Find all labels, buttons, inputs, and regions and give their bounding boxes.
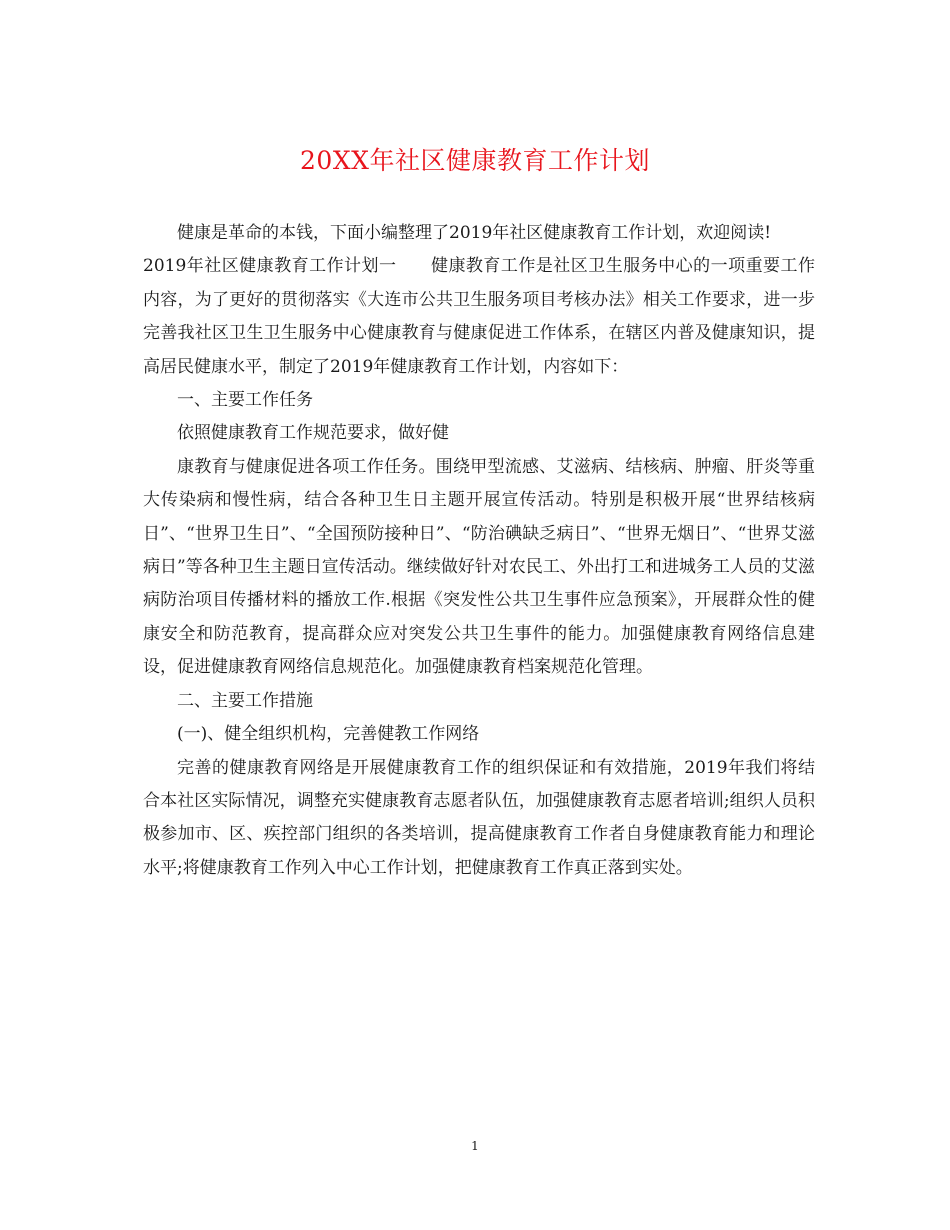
document-title: 20XX年社区健康教育工作计划 <box>300 146 650 175</box>
plan-heading: 2019年社区健康教育工作计划一 <box>143 256 397 277</box>
subsection-1-body: 完善的健康教育网络是开展健康教育工作的组织保证和有效措施，2019年我们将结合本社区实际情况，调整充实健康教育志愿者队伍，加强健康教育志愿者培训;组织人员积极参加市、区、疾控部门组织的各类培训，提高健康教育工作者自身健康教育能力和理论水平;将健康教育工作列入中心工作计划，把健康教育工作真正落到实处。 <box>143 757 815 878</box>
page-number: 1 <box>471 1139 479 1153</box>
intro-paragraph: 健康是革命的本钱，下面小编整理了2019年社区健康教育工作计划，欢迎阅读! <box>177 223 772 243</box>
plan-paragraph <box>143 250 815 384</box>
section-1-lead: 依照健康教育工作规范要求，做好健 <box>177 423 449 444</box>
subsection-1-title: (一)、健全组织机构，完善健教工作网络 <box>177 724 480 745</box>
section-1-title: 一、主要工作任务 <box>177 390 313 411</box>
document-body <box>143 217 815 885</box>
section-1-body: 康教育与健康促进各项工作任务。围绕甲型流感、艾滋病、结核病、肿瘤、肝炎等重大传染病和慢性病，结合各种卫生日主题开展宣传活动。特别是积极开展“世界结核病日”、“世界卫生日”、“全国预防接种日”、“防治碘缺乏病日”、“世界无烟日”、“世界艾滋病日”等各种卫生主题日宣传活动。继续做好针对农民工、外出打工和进城务工人员的艾滋病防治项目传播材料的播放工作.根据《突发性公共卫生事件应急预案》，开展群众性的健康安全和防范教育，提高群众应对突发公共卫生事件的能力。加强健康教育网络信息建设，促进健康教育网络信息规范化。加强健康教育档案规范化管理。 <box>143 456 815 678</box>
section-2-title: 二、主要工作措施 <box>177 690 313 711</box>
plan-intro: 健康教育工作是社区卫生服务中心的一项重要工作内容，为了更好的贯彻落实《大连市公共卫生服务项目考核办法》相关工作要求，进一步完善我社区卫生卫生服务中心健康教育与健康促进工作体系，在辖区内普及健康知识，提高居民健康水平，制定了2019年健康教育工作计划，内容如下： <box>143 256 816 377</box>
